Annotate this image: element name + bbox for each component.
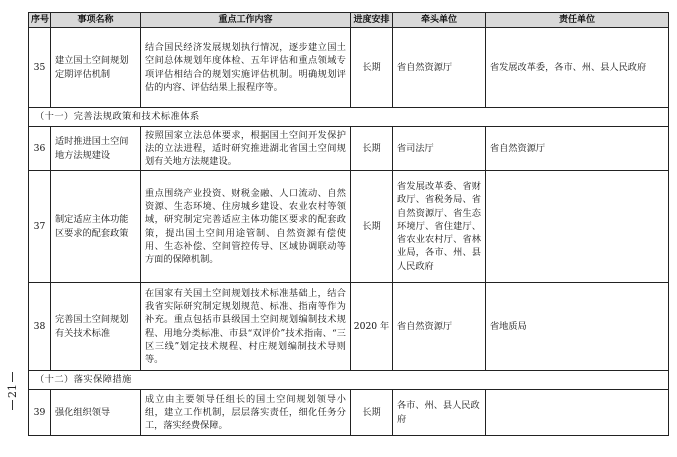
row-item-name: 强化组织领导 [51,390,141,436]
row-key-work: 成立由主要领导任组长的国土空间规划领导小组，建立工作机制，层层落实责任，细化任务分工，落实经费保障。 [141,390,351,436]
page-number-text: 21 [5,384,19,398]
row-key-work: 在国家有关国土空间规划技术标准基础上，结合我省实际研究制定规划规范、标准、指南等作为补充。重点包括市县级国土空间规划编制技术规程、用地分类标准、市县“双评价”技术指南、“三区三线”划定技术规程、村庄规划编制技术导则等。 [141,283,351,371]
row-responsible-unit: 省发展改革委，各市、州、县人民政府 [486,28,669,108]
row-schedule: 长期 [351,127,393,171]
row-key-work: 重点围绕产业投资、财税金融、人口流动、自然资源、生态环境、住房城乡建设、农业农村等领域，研究制定完善适应主体功能区要求的配套政策，提出国土空间用途管制、自然资源有偿使用、生态补偿、空间管控传导、区域协调联动等方面的保障机制。 [141,171,351,283]
section-row [29,371,669,390]
row-seq: 35 [29,28,51,108]
row-item-name: 完善国土空间规划有关技术标准 [51,283,141,371]
table-header-row [29,13,669,28]
header-schedule: 进度安排 [351,13,393,28]
table-row [29,283,669,371]
row-responsible-unit: 省地质局 [486,283,669,371]
row-item-name: 建立国土空间规划定期评估机制 [51,28,141,108]
row-lead-unit: 省发展改革委、省财政厅、省税务局、省自然资源厅、省生态环境厅、省住建厅、省农业农村厅、省林业局，各市、州、县人民政府 [393,171,486,283]
row-schedule: 长期 [351,171,393,283]
section-heading-12: （十二）落实保障措施 [29,371,669,390]
page-number [4,370,20,412]
table-row [29,390,669,436]
row-seq: 37 [29,171,51,283]
section-row [29,108,669,127]
page-number-rule-bottom [12,400,13,410]
header-item-name: 事项名称 [51,13,141,28]
row-lead-unit: 省司法厅 [393,127,486,171]
row-responsible-unit [486,171,669,283]
row-lead-unit: 省自然资源厅 [393,28,486,108]
header-responsible-unit: 责任单位 [486,13,669,28]
row-schedule: 长期 [351,28,393,108]
header-key-work: 重点工作内容 [141,13,351,28]
header-lead-unit: 牵头单位 [393,13,486,28]
row-seq: 39 [29,390,51,436]
header-seq: 序号 [29,13,51,28]
row-seq: 38 [29,283,51,371]
page-number-rule-top [12,372,13,382]
row-schedule: 2020 年 [351,283,393,371]
row-responsible-unit [486,390,669,436]
table-row [29,171,669,283]
work-task-table [28,12,669,436]
row-lead-unit: 省自然资源厅 [393,283,486,371]
table-row [29,127,669,171]
row-responsible-unit: 省自然资源厅 [486,127,669,171]
row-key-work: 按照国家立法总体要求，根据国土空间开发保护法的立法进程，适时研究推进湖北省国土空间规划有关地方法规建设。 [141,127,351,171]
row-item-name: 制定适应主体功能区要求的配套政策 [51,171,141,283]
row-lead-unit: 各市、州、县人民政府 [393,390,486,436]
row-schedule: 长期 [351,390,393,436]
section-heading-11: （十一）完善法规政策和技术标准体系 [29,108,669,127]
row-seq: 36 [29,127,51,171]
row-item-name: 适时推进国土空间地方法规建设 [51,127,141,171]
row-key-work: 结合国民经济发展规划执行情况，逐步建立国土空间总体规划年度体检、五年评估和重点领域专项评估相结合的规划实施评估机制。明确规划评估的内容、评估结果上报程序等。 [141,28,351,108]
table-row [29,28,669,108]
